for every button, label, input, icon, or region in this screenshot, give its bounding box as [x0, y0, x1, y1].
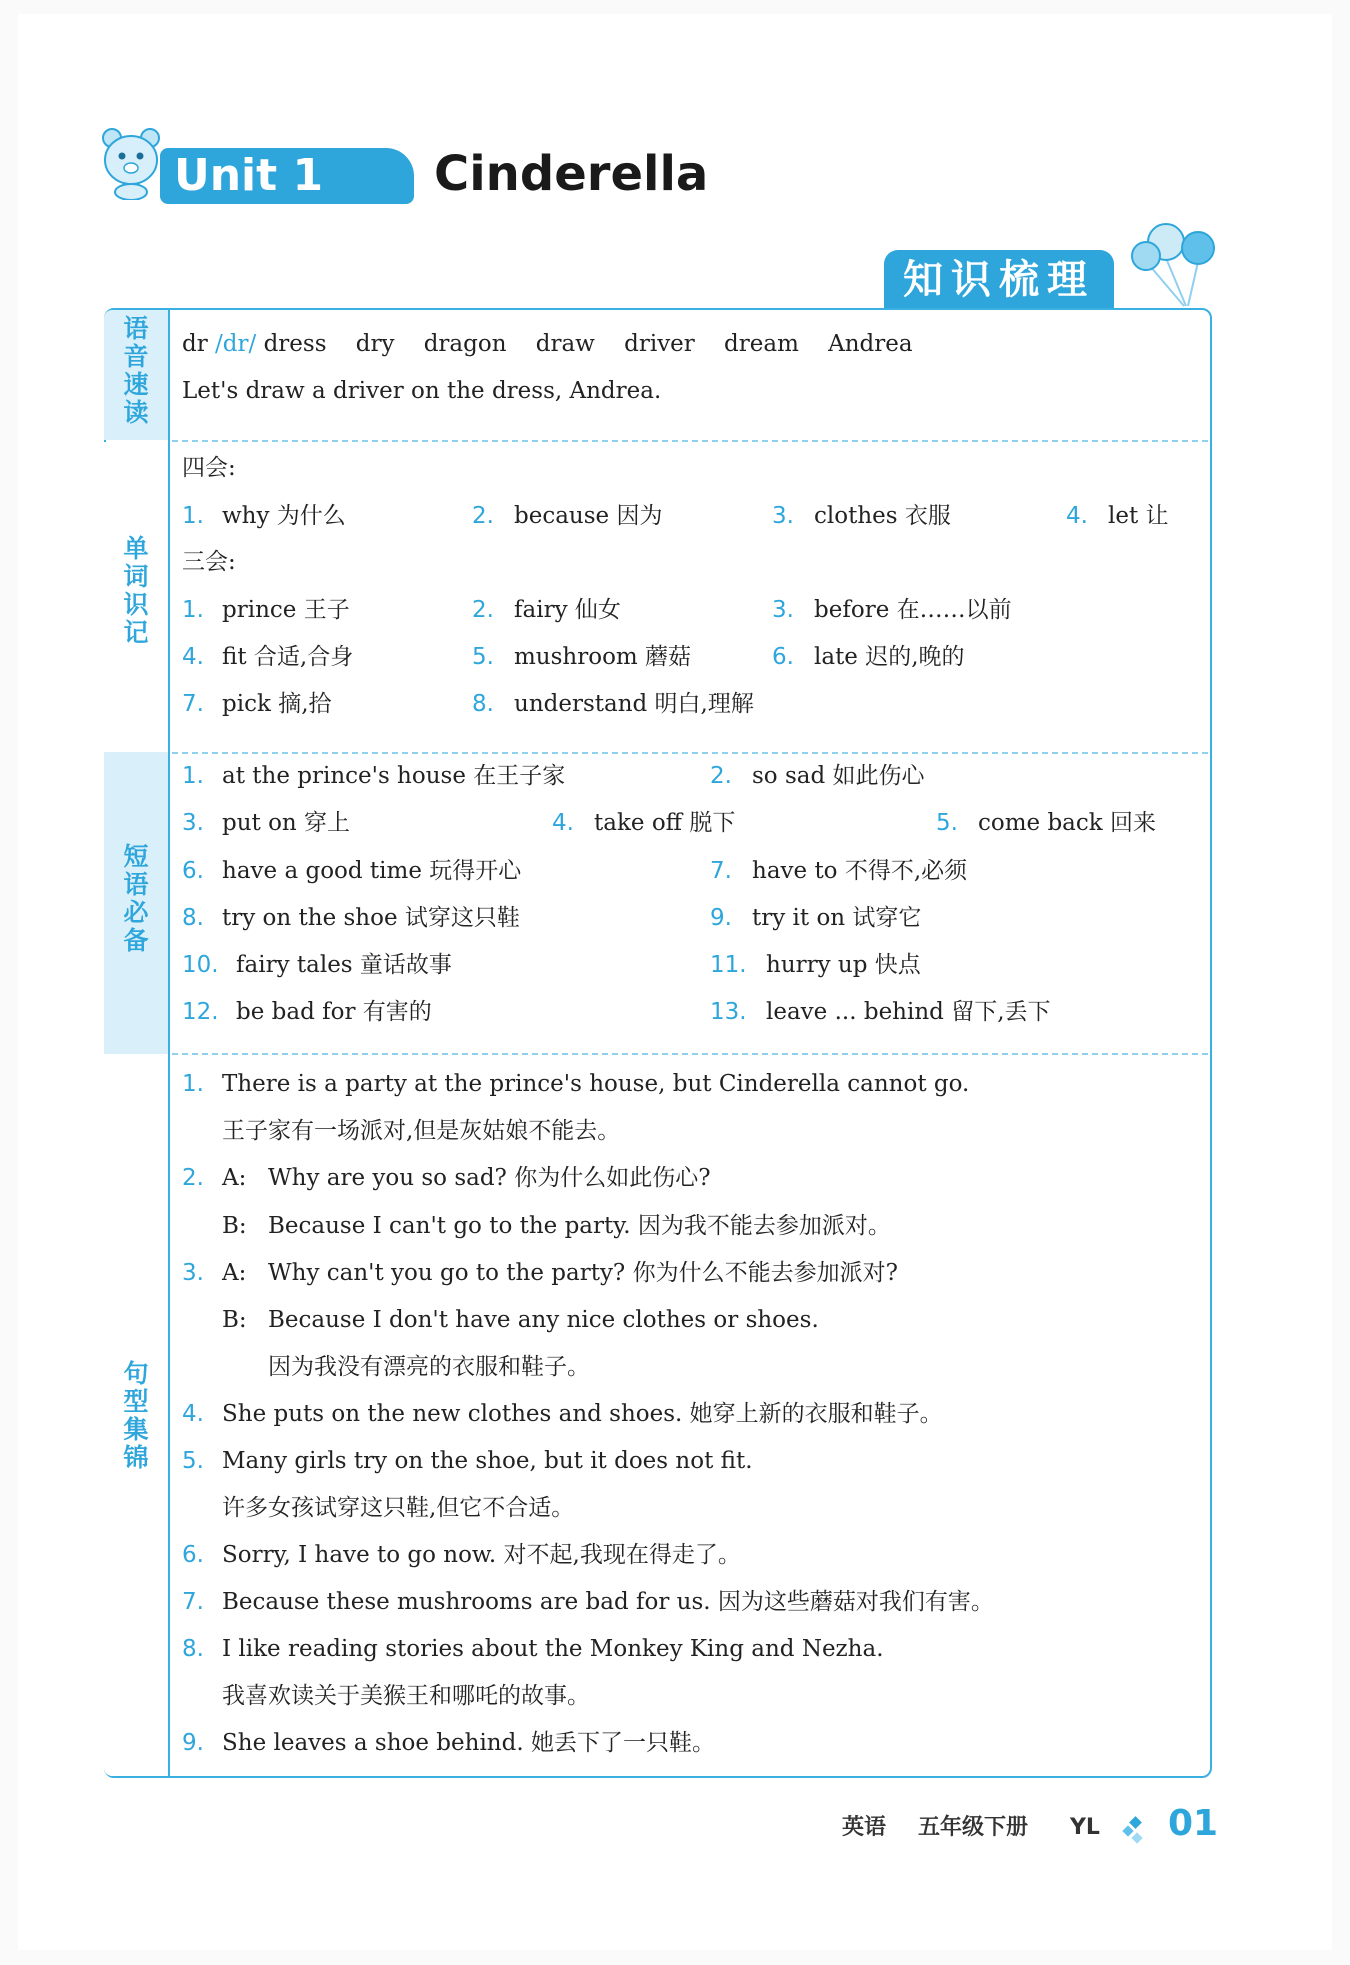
sentence-number: 4. [182, 1401, 204, 1427]
vocab-item: because 因为 [514, 503, 663, 529]
three-skill-heading: 三会: [182, 549, 236, 575]
vocab-item: pick 摘,拾 [222, 691, 332, 717]
sentence-english: Because these mushrooms are bad for us. 因为这些蘑菇对我们有害。 [222, 1589, 994, 1615]
dialogue-translation: 因为我没有漂亮的衣服和鞋子。 [268, 1354, 590, 1380]
vocab-number: 7. [182, 691, 204, 717]
sentence-english: There is a party at the prince's house, but Cinderella cannot go. [222, 1071, 970, 1097]
phonics-prefix: dr [182, 331, 208, 357]
phrase-item: take off 脱下 [594, 810, 736, 836]
phrase-item: try it on 试穿它 [752, 905, 922, 931]
vocab-number: 1. [182, 597, 204, 623]
sentence-english: Many girls try on the shoe, but it does not fit. [222, 1448, 753, 1474]
dialogue-line: Because I can't go to the party. 因为我不能去参加派对。 [268, 1213, 891, 1239]
balloons-icon [1126, 218, 1226, 308]
phrase-item: fairy tales 童话故事 [236, 952, 452, 978]
four-skill-heading: 四会: [182, 455, 236, 481]
phrase-item: try on the shoe 试穿这只鞋 [222, 905, 520, 931]
phrase-item: hurry up 快点 [766, 952, 921, 978]
sentence-english: I like reading stories about the Monkey King and Nezha. [222, 1636, 884, 1662]
vocab-item: understand 明白,理解 [514, 691, 754, 717]
section-divider [172, 440, 1208, 442]
sentence-number: 3. [182, 1260, 204, 1286]
vocab-number: 8. [472, 691, 494, 717]
dialogue-line: Because I don't have any nice clothes or shoes. [268, 1307, 819, 1333]
sentence-chinese: 许多女孩试穿这只鞋,但它不合适。 [222, 1495, 575, 1521]
dialogue-line: Why can't you go to the party? 你为什么不能去参加派对? [268, 1260, 898, 1286]
sentence-number: 7. [182, 1589, 204, 1615]
vocab-item: why 为什么 [222, 503, 346, 529]
vocab-number: 2. [472, 503, 494, 529]
phrase-number: 2. [710, 763, 732, 789]
phrase-item: leave ... behind 留下,丢下 [766, 999, 1051, 1025]
sentence-chinese: 王子家有一场派对,但是灰姑娘不能去。 [222, 1118, 621, 1144]
sentence-number: 1. [182, 1071, 204, 1097]
phrase-number: 12. [182, 999, 219, 1025]
vocab-item: late 迟的,晚的 [814, 644, 965, 670]
footer-subject: 英语 [842, 1815, 887, 1840]
vocab-item: prince 王子 [222, 597, 350, 623]
phrase-number: 10. [182, 952, 219, 978]
sentence-chinese: 我喜欢读关于美猴王和哪吒的故事。 [222, 1683, 590, 1709]
vocab-number: 5. [472, 644, 494, 670]
vocab-item: let 让 [1108, 503, 1169, 529]
vocab-item: clothes 衣服 [814, 503, 951, 529]
sentence-number: 9. [182, 1730, 204, 1756]
phrase-item: come back 回来 [978, 810, 1157, 836]
dialogue-speaker: B: [222, 1213, 247, 1239]
sentence-english: Sorry, I have to go now. 对不起,我现在得走了。 [222, 1542, 741, 1568]
phrase-number: 7. [710, 858, 732, 884]
vocab-item: mushroom 蘑菇 [514, 644, 692, 670]
phrase-number: 11. [710, 952, 747, 978]
phrase-number: 1. [182, 763, 204, 789]
unit-number-badge: Unit 1 [160, 148, 414, 204]
unit-header [100, 122, 709, 212]
bear-mascot-icon [100, 126, 162, 200]
phrase-item: be bad for 有害的 [236, 999, 432, 1025]
phrase-item: so sad 如此伤心 [752, 763, 925, 789]
vocab-item: fairy 仙女 [514, 597, 621, 623]
phrase-number: 8. [182, 905, 204, 931]
phrase-item: put on 穿上 [222, 810, 351, 836]
phrase-item: have a good time 玩得开心 [222, 858, 522, 884]
sentence-number: 8. [182, 1636, 204, 1662]
phonics-word-list: dress dry dragon draw driver dream Andrea [263, 331, 913, 357]
vocab-number: 3. [772, 503, 794, 529]
phrase-number: 5. [936, 810, 958, 836]
vocab-number: 3. [772, 597, 794, 623]
vocab-item: fit 合适,合身 [222, 644, 354, 670]
vocabulary-section-label: 单词识记 [123, 534, 149, 647]
knowledge-summary-tab: 知识梳理 [884, 250, 1114, 308]
sentences-section-label: 句型集锦 [123, 1359, 149, 1472]
phrase-item: have to 不得不,必须 [752, 858, 968, 884]
phonics-section-label: 语音速读 [123, 314, 149, 427]
vocab-item: before 在……以前 [814, 597, 1012, 623]
footer-edition: YL [1070, 1815, 1100, 1840]
sentence-number: 2. [182, 1165, 204, 1191]
sentence-english: She leaves a shoe behind. 她丢下了一只鞋。 [222, 1730, 715, 1756]
sentence-number: 6. [182, 1542, 204, 1568]
sentence-english: She puts on the new clothes and shoes. 她穿上新的衣服和鞋子。 [222, 1401, 943, 1427]
section-divider [172, 752, 1208, 754]
phrase-number: 3. [182, 810, 204, 836]
dialogue-speaker: A: [222, 1165, 247, 1191]
dialogue-speaker: A: [222, 1260, 247, 1286]
vocab-number: 2. [472, 597, 494, 623]
dialogue-speaker: B: [222, 1307, 247, 1333]
phrase-item: at the prince's house 在王子家 [222, 763, 566, 789]
vocab-number: 6. [772, 644, 794, 670]
vocab-number: 4. [1066, 503, 1088, 529]
vocab-number: 4. [182, 644, 204, 670]
phrases-section-label: 短语必备 [123, 842, 149, 955]
side-divider [168, 310, 170, 1776]
phrase-number: 13. [710, 999, 747, 1025]
sentence-number: 5. [182, 1448, 204, 1474]
phonics-sentence: Let's draw a driver on the dress, Andrea. [182, 378, 662, 404]
phonetic-symbol: /dr/ [215, 331, 257, 357]
vocab-number: 1. [182, 503, 204, 529]
section-divider [172, 1053, 1208, 1055]
dialogue-line: Why are you so sad? 你为什么如此伤心? [268, 1165, 711, 1191]
footer-grade: 五年级下册 [918, 1815, 1029, 1840]
phrase-number: 9. [710, 905, 732, 931]
diamond-icon [1122, 1816, 1152, 1846]
unit-title: Cinderella [434, 146, 709, 202]
page-number: 01 [1168, 1803, 1219, 1844]
phonics-words [182, 328, 913, 360]
phrase-number: 6. [182, 858, 204, 884]
phrase-number: 4. [552, 810, 574, 836]
